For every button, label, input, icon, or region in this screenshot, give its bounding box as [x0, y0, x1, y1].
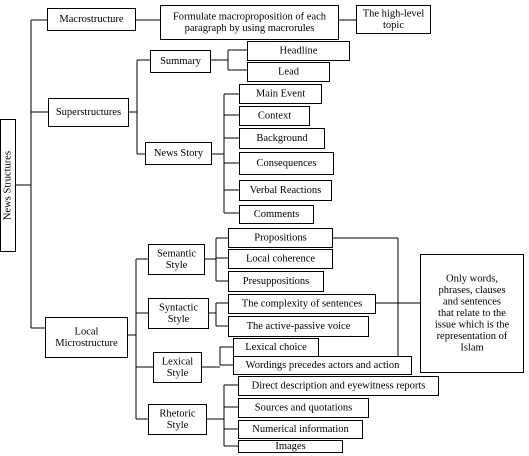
node-context: [240, 107, 310, 126]
node-label: Macrostructure: [59, 14, 124, 25]
node-label: The complexity of sentences: [241, 298, 363, 310]
node-high-level-topic: [357, 6, 431, 34]
node-label: Style: [166, 419, 189, 431]
node-numerical: [239, 421, 363, 439]
node-label: News Structures: [2, 150, 14, 221]
node-macrostructure: [48, 9, 136, 31]
node-background: [240, 129, 325, 149]
node-main-event: [240, 85, 322, 104]
node-presuppositions: [229, 272, 324, 292]
node-label: Formulate macroproposition of each: [172, 11, 327, 23]
node-label: Microstructure: [55, 337, 118, 349]
node-macroproposition: [161, 6, 339, 40]
node-label: Rhetoric: [159, 408, 196, 420]
node-lead: [248, 63, 330, 82]
node-label: Style: [167, 313, 190, 325]
nodes: [1, 6, 524, 453]
node-label: Lead: [278, 66, 299, 78]
node-label: Comments: [253, 209, 300, 220]
node-label: that relate to the: [438, 308, 506, 319]
node-label: Islam: [460, 342, 484, 354]
node-note: [421, 255, 524, 373]
node-rhetoric-style: [149, 405, 207, 435]
node-label: Local: [74, 326, 99, 338]
node-label: Local coherence: [245, 253, 316, 265]
node-verbal-reactions: [240, 181, 332, 201]
node-label: representation of: [436, 331, 508, 342]
node-label: Lexical: [161, 356, 194, 368]
node-label: Syntactic: [158, 302, 199, 314]
node-label: Presuppositions: [242, 276, 310, 287]
node-label: Main Event: [255, 88, 306, 100]
node-label: Background: [256, 133, 308, 144]
node-label: Images: [275, 441, 306, 452]
node-complexity: [229, 295, 376, 314]
node-label: Only words,: [446, 273, 498, 285]
node-label: Style: [166, 367, 189, 379]
node-label: Verbal Reactions: [249, 185, 322, 196]
node-active-passive: [229, 317, 369, 337]
node-news-story: [146, 143, 212, 165]
node-superstructures: [49, 99, 129, 127]
node-label: Wordings precedes actors and action: [245, 360, 400, 371]
node-label: The high-level: [362, 8, 425, 20]
node-label: Consequences: [256, 158, 317, 169]
node-sources: [239, 399, 369, 418]
node-label: Headline: [279, 45, 318, 57]
node-label: and sentences: [442, 296, 502, 308]
node-label: Numerical information: [252, 424, 349, 435]
node-root: [1, 120, 16, 252]
node-label: Summary: [160, 56, 201, 67]
node-label: Lexical choice: [245, 342, 307, 353]
node-summary: [151, 51, 211, 73]
node-local-coherence: [229, 250, 333, 269]
node-consequences: [240, 153, 334, 175]
node-label: Direct description and eyewitness reports: [251, 380, 426, 392]
node-label: Style: [165, 259, 188, 271]
node-comments: [240, 206, 314, 224]
node-local-microstructure: [46, 318, 128, 358]
node-label: The active-passive voice: [246, 321, 351, 332]
node-label: Sources and quotations: [254, 402, 353, 414]
node-semantic-style: [149, 245, 205, 275]
node-label: topic: [383, 19, 404, 31]
node-label: paragraph by using macrorules: [184, 22, 315, 34]
node-syntactic-style: [149, 299, 209, 329]
node-label: Context: [257, 110, 292, 122]
node-lexical-choice: [234, 339, 319, 357]
node-label: Superstructures: [55, 107, 122, 118]
node-label: Propositions: [254, 232, 307, 244]
node-direct-description: [239, 377, 439, 396]
node-propositions: [229, 229, 333, 248]
node-label: phrases, clauses: [438, 285, 506, 296]
node-lexical-style: [154, 353, 202, 383]
node-label: issue which is the: [434, 319, 510, 331]
node-label: Semantic: [156, 248, 197, 260]
node-label: News Story: [153, 148, 204, 159]
node-images: [239, 441, 343, 453]
node-wordings: [234, 357, 412, 375]
node-headline: [248, 42, 350, 61]
